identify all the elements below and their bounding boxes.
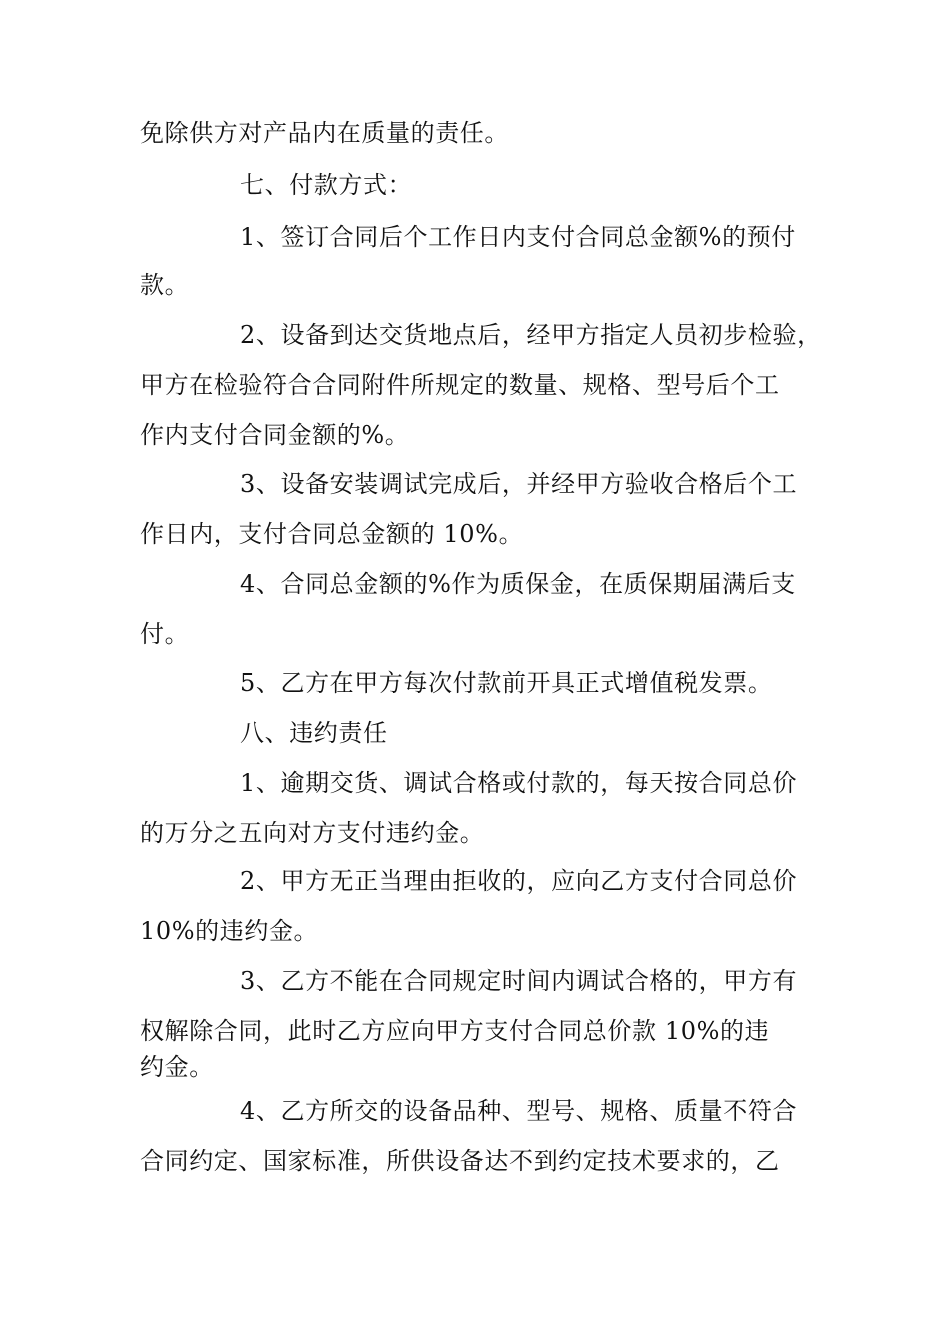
text-line: 款。 xyxy=(140,271,190,299)
text-line: 4、合同总金额的%作为质保金，在质保期届满后支 xyxy=(240,570,796,598)
text-line: 约金。 xyxy=(140,1053,214,1081)
text-line: 免除供方对产品内在质量的责任。 xyxy=(140,119,509,147)
text-line: 2、设备到达交货地点后，经甲方指定人员初步检验， xyxy=(240,321,822,349)
section-heading: 七、付款方式： xyxy=(240,171,413,199)
text-line: 1、签订合同后个工作日内支付合同总金额%的预付 xyxy=(240,223,796,251)
text-line: 作内支付合同金额的%。 xyxy=(140,421,410,449)
text-line: 合同约定、国家标准，所供设备达不到约定技术要求的，乙 xyxy=(140,1147,780,1175)
text-line: 作日内，支付合同总金额的 10%。 xyxy=(140,520,524,548)
section-heading: 八、违约责任 xyxy=(240,719,388,747)
text-line: 5、乙方在甲方每次付款前开具正式增值税发票。 xyxy=(240,669,773,697)
text-line: 的万分之五向对方支付违约金。 xyxy=(140,819,485,847)
text-line: 3、乙方不能在合同规定时间内调试合格的，甲方有 xyxy=(240,967,798,995)
text-line: 10%的违约金。 xyxy=(140,917,319,945)
text-line: 权解除合同，此时乙方应向甲方支付合同总价款 10%的违 xyxy=(140,1017,770,1045)
text-line: 3、设备安装调试完成后，并经甲方验收合格后个工 xyxy=(240,470,798,498)
text-line: 付。 xyxy=(140,620,190,648)
text-line: 甲方在检验符合合同附件所规定的数量、规格、型号后个工 xyxy=(140,371,780,399)
text-line: 4、乙方所交的设备品种、型号、规格、质量不符合 xyxy=(240,1097,798,1125)
text-line: 1、逾期交货、调试合格或付款的，每天按合同总价 xyxy=(240,769,798,797)
text-line: 2、甲方无正当理由拒收的，应向乙方支付合同总价 xyxy=(240,867,798,895)
